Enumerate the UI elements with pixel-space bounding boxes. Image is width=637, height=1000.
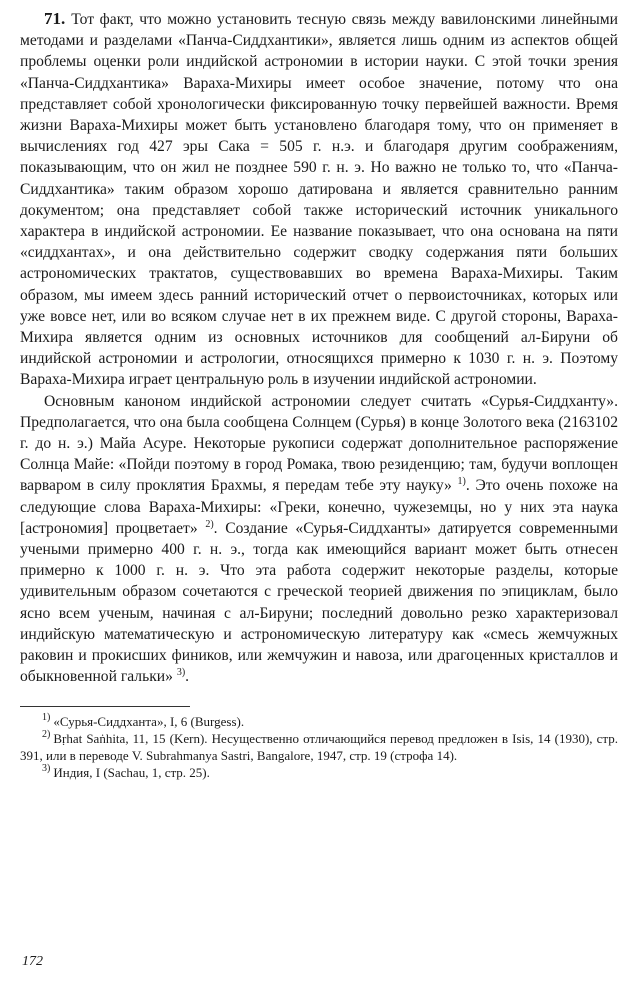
paragraph-2-text-a: Основным каноном индийской астрономии следует считать «Сурья-Сиддханту». Предполагается, что она была сообщена Солнцем (Сурья) в конце Золотого века (2163102 г. до н. э.) Майа Асуре. Некоторые рукописи содержат дополнительное распоряжение Солнца Майе: «Пойди поэтому в город Ромака, твою резиденцию; там, будучи воплощен варваром в силу проклятия Брахмы, я передам тебе эту науку» [20, 392, 618, 495]
footnote-1-number: 1) [42, 712, 51, 724]
footnote-2-text: Bṛhat Saṅhita, 11, 15 (Kern). Несущественно отличающийся перевод предложен в Isis, 14 (1930), стр. 391, или в переводе V. Subrahmanya Sastri, Bangalore, 1947, стр. 19 (строфа 14). [20, 730, 618, 763]
footnote-2-number: 2) [42, 729, 51, 741]
footnote-3 [20, 764, 618, 781]
footnote-ref-2[interactable]: 2) [205, 518, 214, 530]
footnote-2 [20, 730, 618, 764]
page-content [20, 8, 618, 781]
footnote-ref-3[interactable]: 3) [176, 667, 186, 679]
footnote-divider [20, 706, 190, 707]
footnote-1 [20, 713, 618, 730]
paragraph-2-text-d: . [185, 668, 190, 686]
footnote-3-number: 3) [42, 763, 51, 775]
paragraph-2-text-c: . Создание «Сурья-Сиддханты» датируется современными учеными примерно 400 г. н. э., тогда как имеющийся вариант может быть отнесен примерно к 1000 г. н. э. Что эта работа содержит некоторые разделы, которые удивительным образом сочетаются с греческой теорией движения по эпициклам, было ясно всем ученым, начиная с ал-Бируни; последний довольно резко характеризовал индийскую математическую и астрономическую литературу как «смесь жемчужных раковин и прокисших фиников, или жемчужин и навоза, или драгоценных кристаллов и обыкновенной гальки» [20, 519, 618, 686]
footnotes [20, 713, 618, 781]
paragraph-2 [20, 391, 618, 688]
page-number: 172 [22, 954, 43, 969]
footnote-ref-1[interactable]: 1) [457, 476, 466, 488]
paragraph-1 [20, 8, 618, 391]
footnote-3-text: Индия, I (Sachau, 1, стр. 25). [53, 764, 210, 780]
paragraph-2-text-b: . Это очень похоже на следующие слова Вараха-Михиры: «Греки, конечно, чужеземцы, но у них эта наука [астрономия] процветает» [20, 477, 618, 537]
paragraph-1-text: Тот факт, что можно установить тесную связь между вавилонскими линейными методами и разделами «Панча-Сиддхантики», является лишь одним из аспектов общей проблемы оценки роли индийской астрономии в истории науки. С этой точки зрения «Панча-Сиддхантика» Вараха-Михиры имеет особое значение, потому что она представляет собой хронологически фиксированную точку первейшей важности. Время жизни Вараха-Михиры может быть установлено благодаря тому, что он применяет в вычислениях год 427 эры Сака = 505 г. н.э. и благодаря другим соображениям, показывающим, что он жил не позднее 590 г. н. э. Но важно не только то, что «Панча-Сиддхантика» таким образом хорошо датирована и является сравнительно ранним документом; она представляет собой также исторический источник уникального характера в индийской астрономии. Ее название показывает, что она основана на пяти «сиддхантах», и она действительно содержит сводку содержания пяти больших астрономических трактатов, существовавших во времена Вараха-Михиры. Таким образом, мы имеем здесь ранний исторический отчет о первоисточниках, которых или уже вовсе нет, или во всяком случае нет в их прежнем виде. С другой стороны, Вараха-Михира является одним из основных источников для сообщений ал-Бируни об индийской астрономии и астрологии, относящихся примерно к 1030 г. н. э. Поэтому Вараха-Михира играет центральную роль в изучении индийской астрономии. [20, 11, 618, 389]
footnote-1-text: «Сурья-Сиддханта», I, 6 (Burgess). [53, 713, 245, 729]
section-number: 71. [44, 9, 66, 28]
